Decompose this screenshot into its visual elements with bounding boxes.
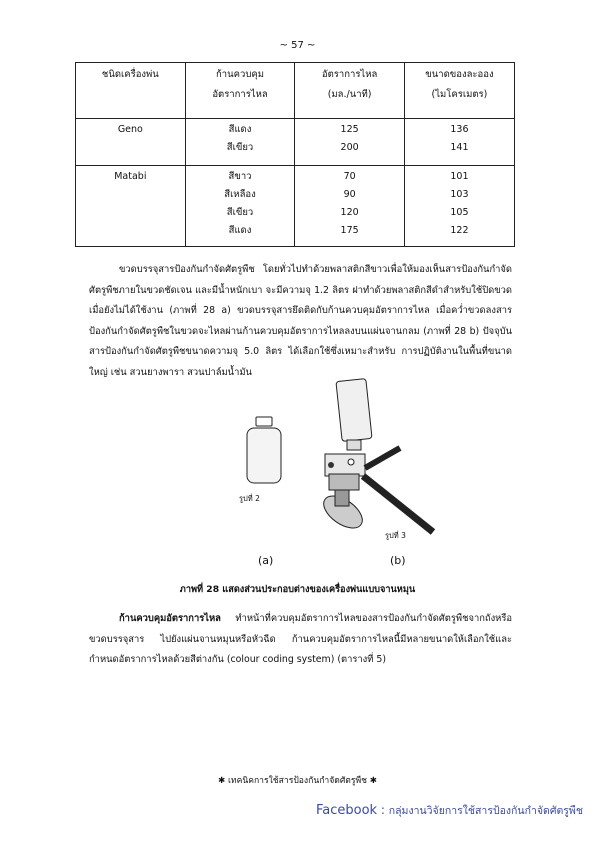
- header-sprayer-type: ชนิดเครื่องพ่น: [76, 63, 186, 119]
- sprayer-spec-table: [75, 62, 515, 247]
- table-header-row: [76, 63, 515, 119]
- header-flow-rate: อัตราการไหล (มล./นาที): [295, 63, 405, 119]
- subfigure-label-a: (a): [258, 554, 274, 567]
- size-cell: 136 141: [404, 119, 514, 166]
- paragraph-flow-control: ก้านควบคุมอัตราการไหล ทำหน้าที่ควบคุมอัตราการไหลของสารป้องกันกำจัดศัตรูพืชจากถังหรือขวดบรรจุสาร ไปยังแผ่นจานหมุนหรือหัวฉีด ก้านควบคุมอัตราการไหลนี้มีหลายขนาดให้เลือกใช้และกำหนดอัตราการไหลด้วยสีต่างกัน (colour coding system) (ตารางที่ 5): [89, 613, 512, 665]
- flow-cell: 125 200: [295, 119, 405, 166]
- header-flow-control: ก้านควบคุม อัตราการไหล: [185, 63, 295, 119]
- table-group-matabi: [76, 166, 515, 247]
- flow-cell: 70 90 120 175: [295, 166, 405, 247]
- maker-cell: Geno: [76, 119, 186, 166]
- figure-caption: ภาพที่ 28 แสดงส่วนประกอบต่างของเครื่องพ่นแบบจานหมุน: [179, 584, 416, 595]
- footer-facebook: Facebook : กลุ่มงานวิจัยการใช้สารป้องกันกำจัดศัตรูพืช: [315, 803, 583, 818]
- paragraph-heading: ก้านควบคุมอัตราการไหล: [119, 613, 221, 624]
- table-row: [76, 119, 515, 166]
- color-cell: สีแดง สีเขียว: [185, 119, 295, 166]
- size-cell: 101 103 105 122: [404, 166, 514, 247]
- table-row: [76, 166, 515, 247]
- header-droplet-size: ขนาดของละออง (ไมโครเมตร): [404, 63, 514, 119]
- maker-cell: Matabi: [76, 166, 186, 247]
- facebook-group-name: กลุ่มงานวิจัยการใช้สารป้องกันกำจัดศัตรูพืช: [388, 805, 583, 817]
- footer-book-title: ✱ เทคนิคการใช้สารป้องกันกำจัดศัตรูพืช ✱: [218, 776, 377, 786]
- facebook-name: Facebook: [315, 803, 378, 818]
- photo-label-b: รูปที่ 3: [385, 531, 406, 540]
- page-number: ~ 57 ~: [279, 40, 316, 51]
- figure-sprayer-parts: [225, 372, 435, 567]
- bottle-a-illustration: [247, 417, 281, 483]
- bottle-b-illustration: [318, 379, 433, 535]
- subfigure-label-b: (b): [390, 554, 406, 567]
- color-cell: สีขาว สีเหลือง สีเขียว สีแดง: [185, 166, 295, 247]
- table-group-geno: [76, 119, 515, 166]
- photo-label-a: รูปที่ 2: [239, 494, 260, 503]
- paragraph-bottle: ขวดบรรจุสารป้องกันกำจัดศัตรูพืช โดยทั่วไปทำด้วยพลาสติกสีขาวเพื่อให้มองเห็นสารป้องกันกำจัดศัตรูพืชภายในขวดชัดเจน และมีน้ำหนักเบา จะมีความจุ 1.2 ลิตร ฝาทำด้วยพลาสติกสีดำสำหรับใช้ปิดขวดเมื่อยังไม่ได้ใช้งาน (ภาพที่ 28 a) ขวดบรรจุสารยึดติดกับก้านควบคุมอัตราการไหล เมื่อคว่ำขวดลงสารป้องกันกำจัดศัตรูพืชในขวดจะไหลผ่านก้านควบคุมอัตราการไหลลงบนแผ่นจานกลม (ภาพที่ 28 b) ปัจจุบันสารป้องกันกำจัดศัตรูพืชขนาดความจุ 5.0 ลิตร ได้เลือกใช้ซึ่งเหมาะสำหรับ การปฏิบัติงานในพื้นที่ขนาดใหญ่ เช่น สวนยางพารา สวนปาล์มน้ำมัน: [89, 264, 512, 378]
